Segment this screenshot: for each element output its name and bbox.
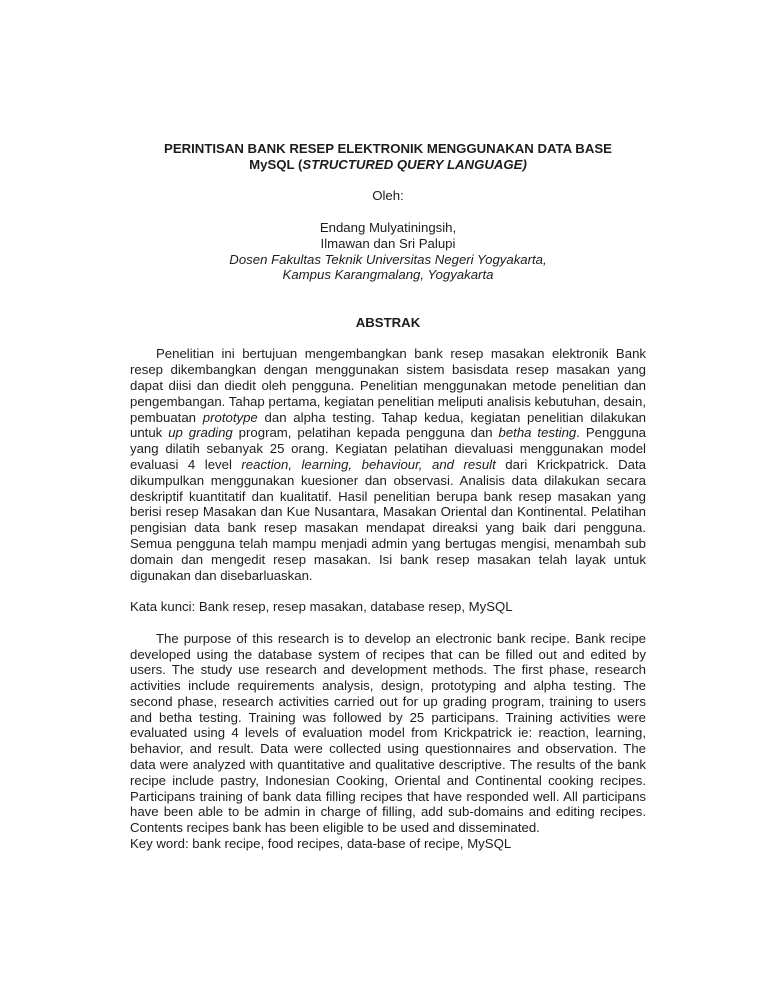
- author-line-2: Ilmawan dan Sri Palupi: [320, 235, 456, 251]
- paper-title-line1: PERINTISAN BANK RESEP ELEKTRONIK MENGGUNAKAN DATA BASE: [164, 141, 612, 156]
- paper-title: [130, 141, 646, 173]
- authors-block: [130, 220, 646, 283]
- byline-label: Oleh:: [372, 188, 404, 204]
- keywords-indonesian: Kata kunci: Bank resep, resep masakan, database resep, MySQL: [130, 599, 513, 615]
- abstract-english-paragraph: The purpose of this research is to develop an electronic bank recipe. Bank recipe developed using the database system of recipes that can be filled out and edited by users. The study use research and development methods. The first phase, research activities include requirements analysis, design, prototyping and alpha testing. The second phase, research activities carried out for up grading program, training to users and betha testing. Training was followed by 25 participans. Training activities were evaluated using 4 levels of evaluation model from Krickpatrick ie: reaction, learning, behavior, and result. Data were collected using questionnaires and observation. The data were analyzed with quantitative and qualitative descriptive. The results of the bank recipe include pastry, Indonesian Cooking, Oriental and Continental cooking recipes. Participans training of bank data filling recipes that have responded well. All participans have been able to be admin in charge of filling, add sub-domains and editing recipes. Contents recipes bank has been eligible to be used and disseminated.: [130, 630, 646, 836]
- abstract-heading: ABSTRAK: [355, 314, 421, 330]
- abstract-page-content: [130, 141, 646, 852]
- paper-title-line2: MySQL (STRUCTURED QUERY LANGUAGE): [249, 156, 527, 172]
- keywords-english: Key word: bank recipe, food recipes, data-base of recipe, MySQL: [130, 836, 512, 852]
- affiliation-line-2: Kampus Karangmalang, Yogyakarta: [282, 267, 494, 283]
- affiliation-line-1: Dosen Fakultas Teknik Universitas Negeri Yogyakarta,: [229, 251, 547, 267]
- abstract-indonesian-paragraph: Penelitian ini bertujuan mengembangkan bank resep masakan elektronik Bank resep dikembangkan dengan menggunakan sistem basisdata resep masakan yang dapat diisi dan diedit oleh pengguna. Penelitian menggunakan metode penelitian dan pengembangan. Tahap pertama, kegiatan penelitian meliputi analisis kebutuhan, desain, pembuatan prototype dan alpha testing. Tahap kedua, kegiatan penelitian dilakukan untuk up grading program, pelatihan kepada pengguna dan betha testing. Pengguna yang dilatih sebanyak 25 orang. Kegiatan pelatihan dievaluasi menggunakan model evaluasi 4 level reaction, learning, behaviour, and result dari Krickpatrick. Data dikumpulkan menggunakan kuesioner dan observasi. Analisis data dilakukan secara deskriptif kuantitatif dan kualitatif. Hasil penelitian berupa bank resep masakan yang berisi resep Masakan dan Kue Nusantara, Masakan Oriental dan Kontinental. Pelatihan pengisian data bank resep masakan mendapat direaksi yang baik dari pengguna. Semua pengguna telah mampu menjadi admin yang bertugas mengisi, menambah sub domain dan mengedit resep masakan. Isi bank resep masakan telah layak untuk digunakan dan disebarluaskan.: [130, 346, 647, 583]
- author-line-1: Endang Mulyatiningsih,: [319, 219, 457, 235]
